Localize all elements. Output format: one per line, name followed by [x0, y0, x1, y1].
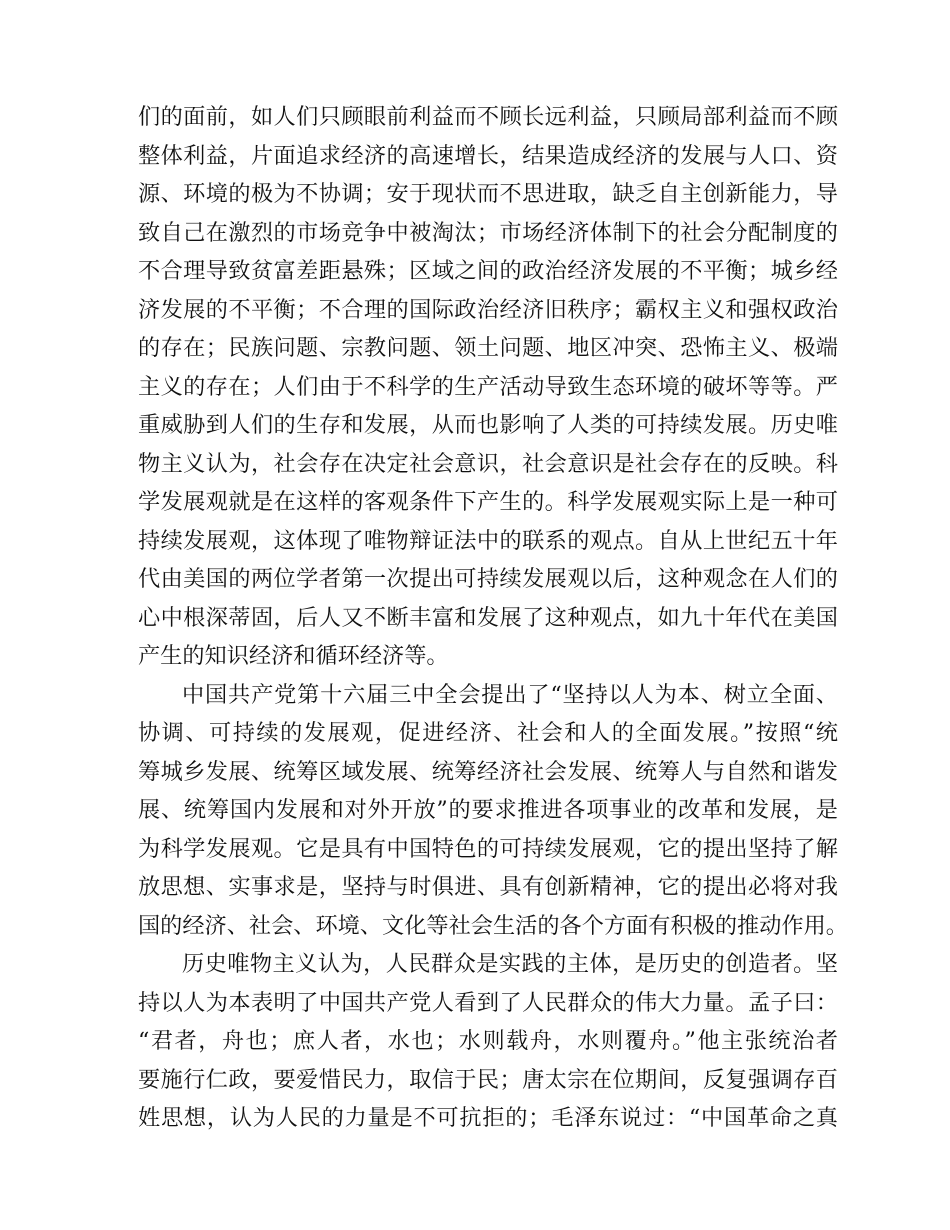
text-line: 历史唯物主义认为，人民群众是实践的主体，是历史的创造者。坚: [182, 951, 838, 977]
text-line: 整体利益，片面追求经济的高速增长，结果造成经济的发展与人口、资: [138, 142, 838, 169]
text-line: “君者，舟也；庶人者，水也；水则载舟，水则覆舟。”他主张统治者: [138, 1028, 838, 1054]
text-line: 济发展的不平衡；不合理的国际政治经济旧秩序；霸权主义和强权政治: [138, 296, 838, 323]
text-line: 不合理导致贫富差距悬殊；区域之间的政治经济发展的不平衡；城乡经: [138, 258, 838, 284]
text-line: 中国共产党第十六届三中全会提出了“坚持以人为本、树立全面、: [182, 681, 838, 708]
text-line: 展、统筹国内发展和对外开放”的要求推进各项事业的改革和发展，是: [138, 797, 838, 823]
paragraph-2: [138, 676, 848, 946]
text-line: 国的经济、社会、环境、文化等社会生活的各个方面有积极的推动作用。: [138, 912, 848, 939]
text-line: 放思想、实事求是，坚持与时俱进、具有创新精神，它的提出必将对我: [138, 874, 838, 900]
text-line: 姓思想，认为人民的力量是不可抗拒的；毛泽东说过：“中国革命之真: [138, 1105, 838, 1131]
paragraph-1: [138, 98, 838, 676]
text-line: 物主义认为，社会存在决定社会意识，社会意识是社会存在的反映。科: [138, 450, 838, 477]
body-text: [138, 98, 848, 1138]
text-line: 要施行仁政，要爱惜民力，取信于民；唐太宗在位期间，反复强调存百: [138, 1066, 838, 1093]
text-line: 们的面前，如人们只顾眼前利益而不顾长远利益，只顾局部利益而不顾: [138, 104, 838, 130]
text-line: 持以人为本表明了中国共产党人看到了人民群众的伟大力量。孟子曰：: [138, 989, 838, 1016]
text-line: 产生的知识经济和循环经济等。: [138, 643, 449, 669]
text-line: 筹城乡发展、统筹区域发展、统筹经济社会发展、统筹人与自然和谐发: [138, 758, 838, 785]
paragraph-3: [138, 945, 838, 1138]
text-line: 代由美国的两位学者第一次提出可持续发展观以后，这种观念在人们的: [138, 566, 838, 592]
text-line: 主义的存在；人们由于不科学的生产活动导致生态环境的破坏等等。严: [138, 373, 838, 400]
text-line: 学发展观就是在这样的客观条件下产生的。科学发展观实际上是一种可: [138, 489, 838, 515]
text-line: 的存在；民族问题、宗教问题、领土问题、地区冲突、恐怖主义、极端: [138, 335, 838, 361]
text-line: 持续发展观，这体现了唯物辩证法中的联系的观点。自从上世纪五十年: [138, 527, 838, 554]
text-line: 重威胁到人们的生存和发展，从而也影响了人类的可持续发展。历史唯: [138, 412, 838, 438]
text-line: 致自己在激烈的市场竞争中被淘汰；市场经济体制下的社会分配制度的: [138, 219, 838, 246]
text-line: 源、环境的极为不协调；安于现状而不思进取，缺乏自主创新能力，导: [138, 181, 838, 207]
text-line: 协调、可持续的发展观，促进经济、社会和人的全面发展。”按照“统: [138, 720, 838, 746]
text-line: 为科学发展观。它是具有中国特色的可持续发展观，它的提出坚持了解: [138, 835, 838, 862]
text-line: 心中根深蒂固，后人又不断丰富和发展了这种观点，如九十年代在美国: [138, 604, 838, 631]
